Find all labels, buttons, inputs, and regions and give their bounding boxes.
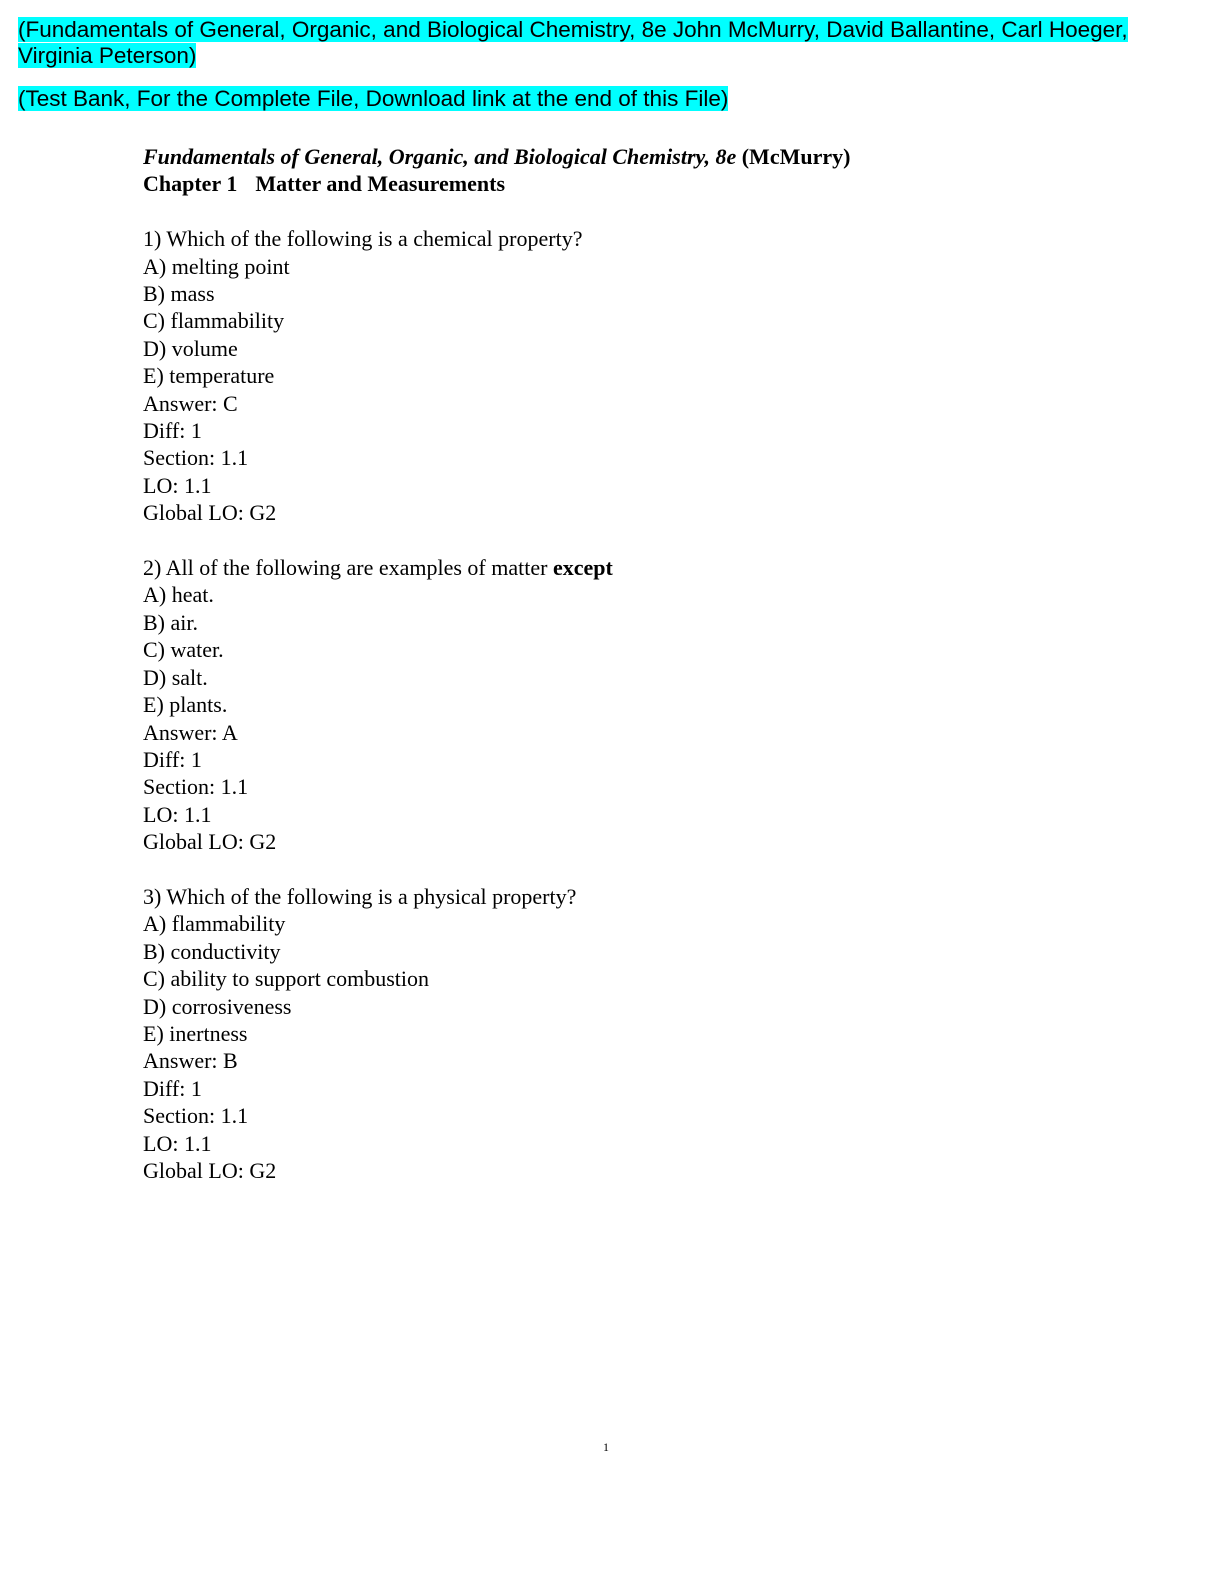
answer: Answer: B <box>143 1048 238 1074</box>
question-stem-text: 1) Which of the following is a chemical property? <box>143 226 583 252</box>
question-2 <box>143 554 1143 855</box>
section: Section: 1.1 <box>143 774 249 800</box>
book-title-line <box>143 143 1143 170</box>
chapter-number: Chapter 1 <box>143 171 238 197</box>
question-3 <box>143 883 1143 1184</box>
question-stem-text: 2) All of the following are examples of matter <box>143 555 553 581</box>
chapter-title: Matter and Measurements <box>255 171 506 197</box>
option-d: D) corrosiveness <box>143 993 292 1019</box>
question-stem <box>143 883 1143 910</box>
option-e: E) plants. <box>143 692 228 718</box>
banner-source-line <box>18 17 1208 69</box>
option-a: A) melting point <box>143 253 290 279</box>
option-e: E) inertness <box>143 1020 248 1046</box>
learning-objective: LO: 1.1 <box>143 1130 212 1156</box>
chapter-heading <box>143 170 1143 197</box>
question-stem-emphasis: except <box>552 555 613 581</box>
question-stem <box>143 225 1143 252</box>
difficulty: Diff: 1 <box>143 418 202 444</box>
banner-download-text: (Test Bank, For the Complete File, Download link at the end of this File) <box>18 86 729 111</box>
answer: Answer: A <box>143 719 238 745</box>
page-number: 1 <box>603 1440 609 1454</box>
option-c: C) water. <box>143 637 224 663</box>
global-learning-objective: Global LO: G2 <box>143 829 277 855</box>
option-b: B) air. <box>143 609 198 635</box>
difficulty: Diff: 1 <box>143 746 202 772</box>
option-d: D) volume <box>143 335 238 361</box>
option-a: A) heat. <box>143 582 214 608</box>
spacer <box>143 198 1143 225</box>
book-title: Fundamentals of General, Organic, and Biological Chemistry, 8e <box>143 144 737 169</box>
option-a: A) flammability <box>143 911 286 937</box>
book-author: (McMurry) <box>741 144 851 169</box>
learning-objective: LO: 1.1 <box>143 472 212 498</box>
banner-download-line <box>18 86 1208 112</box>
section: Section: 1.1 <box>143 445 249 471</box>
question-1 <box>143 225 1143 526</box>
global-learning-objective: Global LO: G2 <box>143 1157 277 1183</box>
banner-source-text: (Fundamentals of General, Organic, and Biological Chemistry, 8e John McMurry, David Ballantine, Carl Hoeger, Virginia Peterson) <box>18 17 1128 68</box>
option-c: C) flammability <box>143 308 285 334</box>
document-body <box>143 143 1143 1184</box>
section: Section: 1.1 <box>143 1103 249 1129</box>
answer: Answer: C <box>143 390 238 416</box>
option-e: E) temperature <box>143 363 275 389</box>
learning-objective: LO: 1.1 <box>143 801 212 827</box>
option-b: B) conductivity <box>143 938 281 964</box>
option-d: D) salt. <box>143 664 208 690</box>
global-learning-objective: Global LO: G2 <box>143 500 277 526</box>
question-stem-text: 3) Which of the following is a physical property? <box>143 883 577 909</box>
question-stem <box>143 554 1143 581</box>
option-b: B) mass <box>143 281 215 307</box>
difficulty: Diff: 1 <box>143 1075 202 1101</box>
option-c: C) ability to support combustion <box>143 966 429 992</box>
